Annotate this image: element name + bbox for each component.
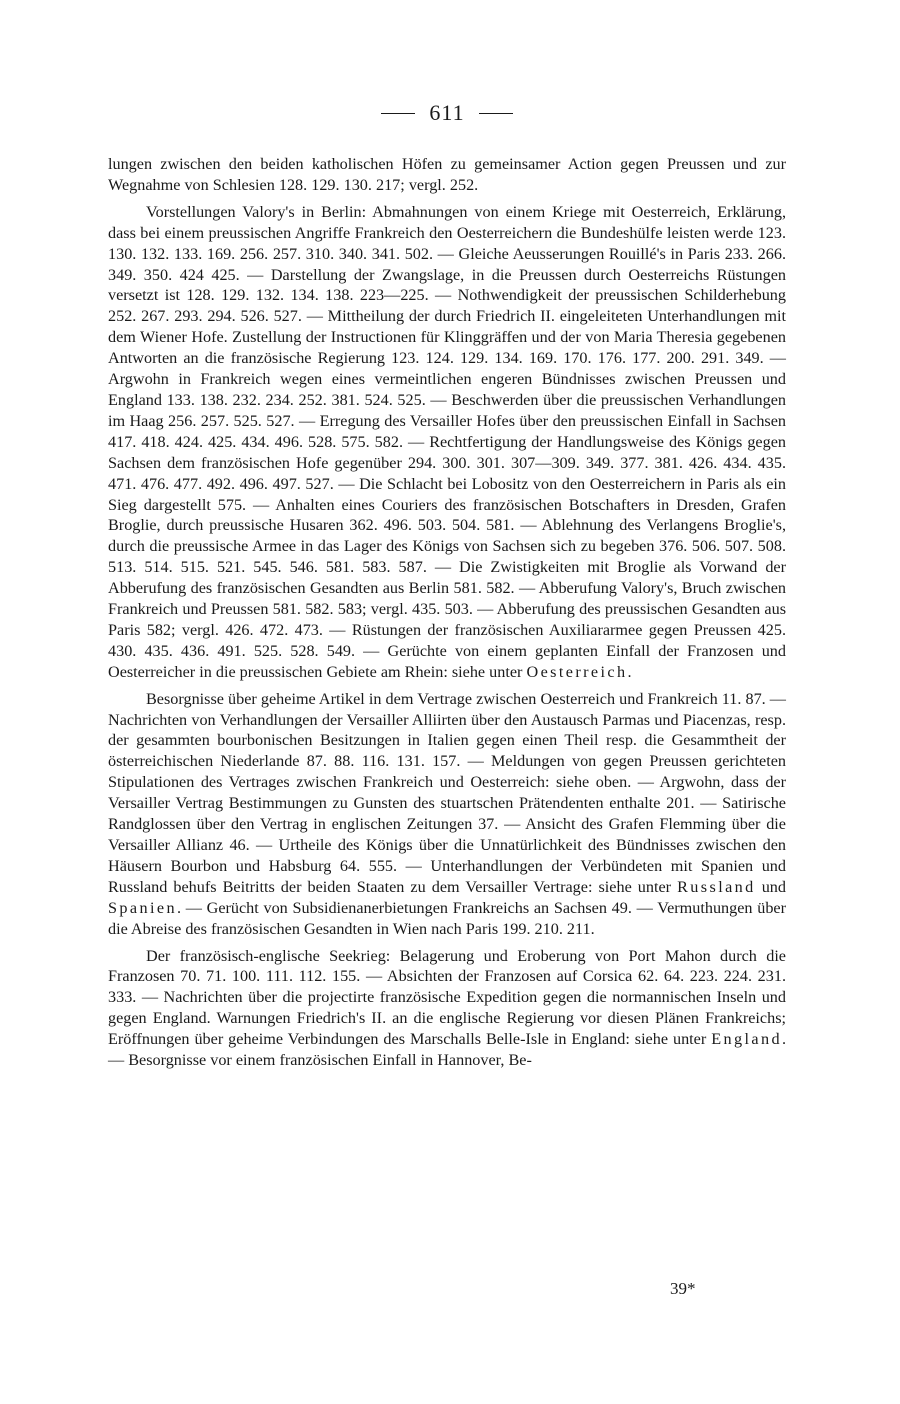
text-segment: .: [627, 662, 632, 681]
paragraph: [108, 689, 786, 940]
text-segment: und: [755, 877, 786, 896]
paragraph: [108, 946, 786, 1071]
text-segment: Der französisch-englische Seekrieg: Belagerung und Eroberung von Port Mahon durch die Franzosen 70. 71. 100. 111. 112. 155. — Absichten der Franzosen auf Corsica 62. 64. 223. 224. 231. 333. — Nachrichten über die projectirte französische Expedition gegen die normannischen Inseln und gegen England. Warnungen Friedrich's II. an die englische Regierung vor diesen Plänen Frankreichs; Eröffnungen über geheime Verbindungen des Marschalls Belle-Isle in England: siehe unter: [108, 946, 786, 1049]
body-text: [108, 154, 786, 1071]
page-header: [108, 96, 786, 130]
text-segment: Besorgnisse über geheime Artikel in dem Vertrage zwischen Oesterreich und Frankreich 11. 87. — Nachrichten von Verhandlungen der Versailler Alliirten über den Austausch Parmas und Piacenzas, resp. der gesammten bourbonischen Besitzungen in Italien gegen einen Theil resp. die Gesammtheit der österreichischen Niederlande 87. 88. 116. 131. 157. — Meldungen von gegen Preussen gerichteten Stipulationen des Vertrages zwischen Frankreich und Oesterreich: siehe oben. — Argwohn, dass der Versailler Vertrag Bestimmungen zu Gunsten des stuartschen Prätendenten enthalte 201. — Satirische Randglossen über den Vertrag in englischen Zeitungen 37. — Ansicht des Grafen Flemming über die Versailler Allianz 46. — Urtheile des Königs über die Unnatürlichkeit des Bündnisses zwischen den Häusern Bourbon und Habsburg 64. 555. — Unterhandlungen der Verbündeten mit Spanien und Russland behufs Beitritts der beiden Staaten zu dem Versailler Vertrage: siehe unter: [108, 689, 786, 896]
text-segment: . — Gerücht von Subsidienanerbietungen Frankreichs an Sachsen 49. — Vermuthungen über die Abreise des französischen Gesandten in Wien nach Paris 199. 210. 211.: [108, 898, 786, 938]
spaced-reference: Oesterreich: [526, 662, 628, 681]
signature-mark: 39*: [670, 1279, 696, 1298]
spaced-reference: Spanien: [108, 898, 177, 917]
header-rule-left: [381, 113, 415, 114]
header-rule-right: [479, 113, 513, 114]
book-page: [108, 96, 786, 1077]
page-number: 611: [429, 100, 465, 125]
text-segment: lungen zwischen den beiden katholischen Höfen zu gemeinsamer Action gegen Preussen und zur Wegnahme von Schlesien 128. 129. 130. 217; vergl. 252.: [108, 155, 786, 194]
spaced-reference: Russland: [677, 877, 756, 896]
spaced-reference: England: [711, 1030, 782, 1049]
text-segment: Vorstellungen Valory's in Berlin: Abmahnungen von einem Kriege mit Oesterreich, Erklärung, dass bei einem preussischen Angriffe Frankreich den Oesterreichern die Bundeshülfe leisten werde 123. 130. 132. 133. 169. 256. 257. 310. 340. 341. 502. — Gleiche Aeusserungen Rouillé's in Paris 233. 266. 349. 350. 424 425. — Darstellung der Zwangslage, in die Preussen durch Oesterreichs Rüstungen versetzt ist 128. 129. 132. 134. 138. 223—225. — Nothwendigkeit der preussischen Schilderhebung 252. 267. 293. 294. 526. 527. — Mittheilung der durch Friedrich II. eingeleiteten Unterhandlungen mit dem Wiener Hofe. Zustellung der Instructionen für Klinggräffen und der von Maria Theresia gegebenen Antworten an die französische Regierung 123. 124. 129. 134. 169. 170. 176. 177. 200. 291. 349. — Argwohn in Frankreich wegen eines vermeintlichen engeren Bündnisses zwischen Preussen und England 133. 138. 232. 234. 252. 381. 524. 525. — Beschwerden über die preussischen Verhandlungen im Haag 256. 257. 525. 527. — Erregung des Versailler Hofes über den preussischen Einfall in Sachsen 417. 418. 424. 425. 434. 496. 528. 575. 582. — Rechtfertigung der Handlungsweise des Königs gegen Sachsen dem französischen Hofe gegenüber 294. 300. 301. 307—309. 349. 377. 381. 426. 434. 435. 471. 476. 477. 492. 496. 497. 527. — Die Schlacht bei Lobositz von den Oesterreichern in Paris als ein Sieg dargestellt 575. — Anhalten eines Couriers des französischen Botschafters in Dresden, Grafen Broglie, durch preussische Husaren 362. 496. 503. 504. 581. — Ablehnung des Verlangens Broglie's, durch die preussische Armee in das Lager des Königs von Sachsen sich zu begeben 376. 506. 507. 508. 513. 514. 515. 521. 545. 546. 581. 583. 587. — Die Zwistigkeiten mit Broglie als Vorwand der Abberufung des französischen Gesandten aus Berlin 581. 582. — Abberufung Valory's, Bruch zwischen Frankreich und Preussen 581. 582. 583; vergl. 435. 503. — Abberufung des preussischen Gesandten aus Paris 582; vergl. 426. 472. 473. — Rüstungen der französischen Auxiliararmee gegen Preussen 425. 430. 435. 436. 491. 525. 528. 549. — Gerüchte von einem geplanten Einfall der Franzosen und Oesterreicher in die preussischen Gebiete am Rhein: siehe unter: [108, 202, 786, 681]
text-segment: . — Besorgnisse vor einem französischen Einfall in Hannover, Be-: [108, 1030, 786, 1070]
paragraph: [108, 154, 786, 196]
paragraph: [108, 202, 786, 683]
